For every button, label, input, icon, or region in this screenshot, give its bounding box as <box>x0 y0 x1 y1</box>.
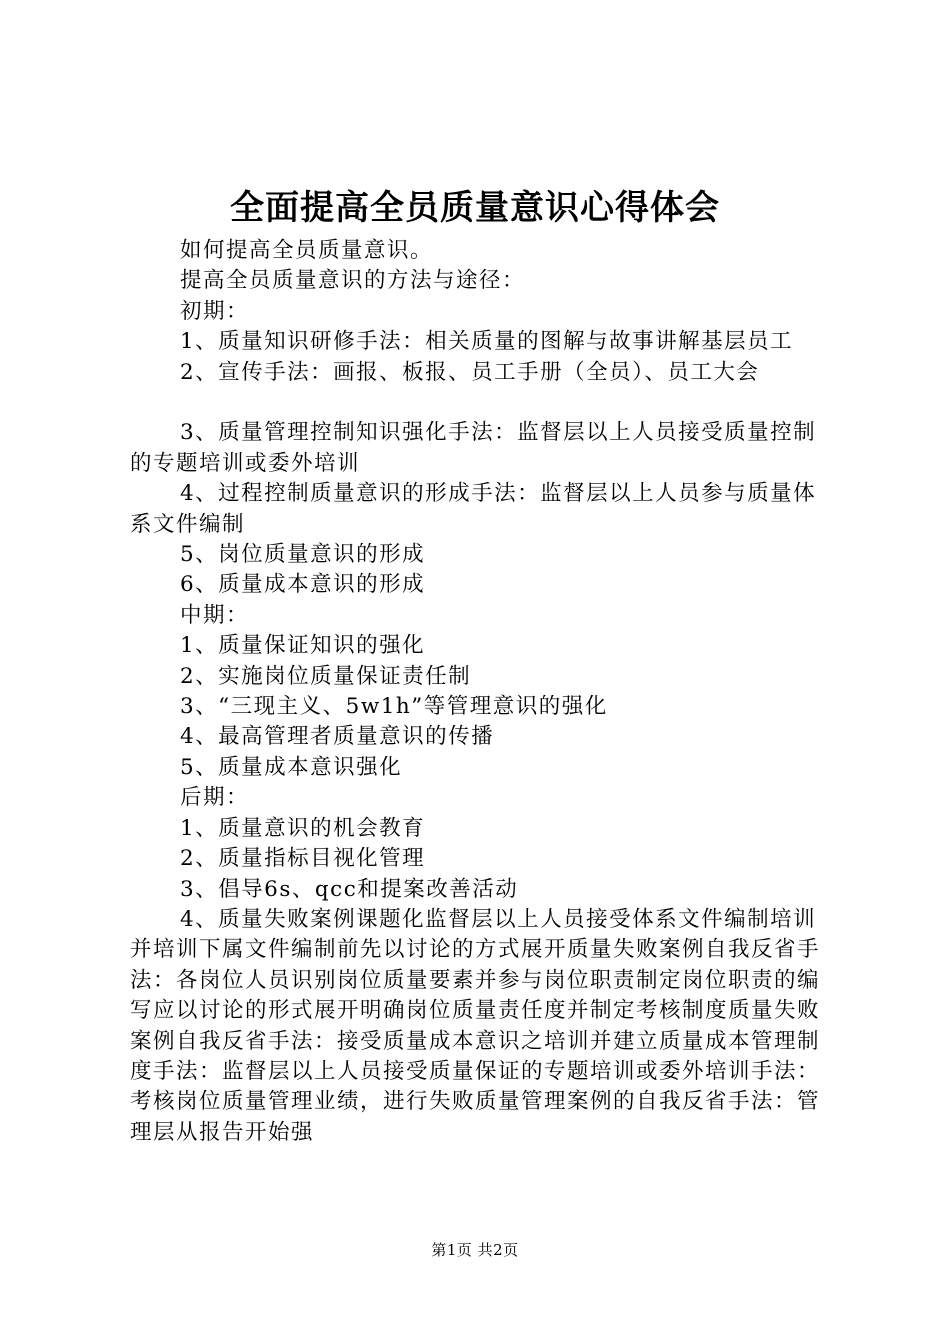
list-item: 3、倡导6s、qcc和提案改善活动 <box>180 876 519 902</box>
list-item: 6、质量成本意识的形成 <box>180 572 426 598</box>
list-item: 1、质量意识的机会教育 <box>180 815 426 841</box>
list-item: 1、质量知识研修手法：相关质量的图解与故事讲解基层员工 <box>180 329 794 355</box>
list-item: 4、最高管理者质量意识的传播 <box>180 724 495 750</box>
page-number: 第1页 共2页 <box>431 1241 519 1259</box>
blank-line <box>130 388 830 418</box>
section-heading-early: 初期： <box>180 298 250 324</box>
document-body <box>130 236 830 1148</box>
list-item: 4、过程控制质量意识的形成手法：监督层以上人员参与质量体系文件编制 <box>130 481 817 537</box>
list-item: 3、质量管理控制知识强化手法：监督层以上人员接受质量控制的专题培训或委外培训 <box>130 420 817 476</box>
list-item: 2、宣传手法：画报、板报、员工手册（全员）、员工大会 <box>180 359 760 385</box>
list-item: 2、实施岗位质量保证责任制 <box>180 663 472 689</box>
section-heading-middle: 中期： <box>180 602 250 628</box>
paragraph: 如何提高全员质量意识。 <box>180 238 434 263</box>
list-item: 3、“三现主义、5w1h”等管理意识的强化 <box>180 694 608 720</box>
list-item: 5、质量成本意识强化 <box>180 754 403 780</box>
document-title: 全面提高全员质量意识心得体会 <box>230 188 720 228</box>
list-item: 5、岗位质量意识的形成 <box>180 542 426 568</box>
paragraph: 提高全员质量意识的方法与途径： <box>180 268 526 294</box>
section-heading-late: 后期： <box>180 785 250 811</box>
list-item: 4、质量失败案例课题化监督层以上人员接受体系文件编制培训并培训下属文件编制前先以讨论的方式展开质量失败案例自我反省手法：各岗位人员识别岗位质量要素并参与岗位职责制定岗位职责的编写应以讨论的形式展开明确岗位质量责任度并制定考核制度质量失败案例自我反省手法：接受质量成本意识之培训并建立质量成本管理制度手法：监督层以上人员接受质量保证的专题培训或委外培训手法：考核岗位质量管理业绩，进行失败质量管理案例的自我反省手法：管理层从报告开始强 <box>130 906 821 1145</box>
list-item: 2、质量指标目视化管理 <box>180 846 426 872</box>
list-item: 1、质量保证知识的强化 <box>180 633 426 659</box>
